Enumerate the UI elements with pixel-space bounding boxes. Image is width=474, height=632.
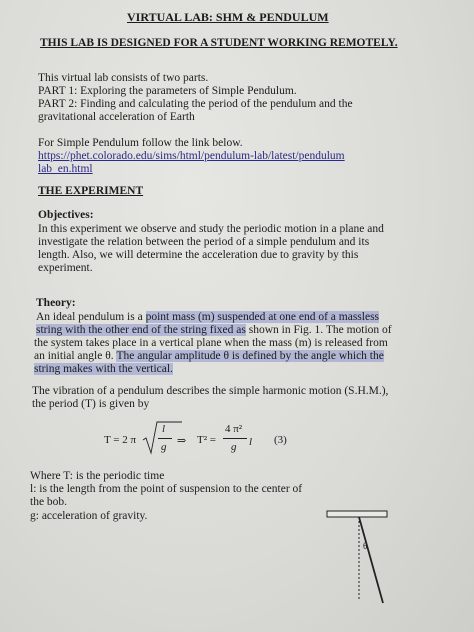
equation-number: (3) [274,434,287,446]
objectives-line-3: length. Also, we will determine the acceleration due to gravity by this [38,249,359,261]
page-subtitle: THIS LAB IS DESIGNED FOR A STUDENT WORKING REMOTELY. [40,37,398,49]
shm-line-2: the period (T) is given by [32,398,150,410]
formula-tail: l [249,436,253,448]
definition-g: g: acceleration of gravity. [30,510,148,522]
theory-line-2b: shown in Fig. 1. The motion of [245,324,392,336]
theory-line-1 [36,311,379,324]
theory-line-3: the system takes place in a vertical plane when the mass (m) is released from [34,337,388,349]
highlight-angular-amplitude: The angular amplitude θ is defined by the angle which the [116,350,384,362]
theory-line-5 [34,363,173,376]
shm-line-1: The vibration of a pendulum describes the simple harmonic motion (S.H.M.), [32,385,389,397]
intro-line-2: PART 1: Exploring the parameters of Simple Pendulum. [38,85,297,97]
intro-line-4: gravitational acceleration of Earth [38,111,195,123]
highlight-string-vertical: string makes with the vertical. [34,363,173,375]
sqrt-denominator: g [161,441,167,453]
objectives-line-1: In this experiment we observe and study the periodic motion in a plane and [38,223,384,235]
theory-line-4 [34,350,384,363]
objectives-line-2: investigate the relation between the period of a simple pendulum and its [38,236,370,248]
pendulum-figure [325,505,405,615]
objectives-line-4: experiment. [38,262,93,274]
fraction-bar [223,438,247,439]
theory-line-1a: An ideal pendulum is a [36,311,146,323]
fraction-numerator: 4 π² [225,423,243,435]
fraction-denominator: g [231,441,237,453]
intro-line-3: PART 2: Finding and calculating the period of the pendulum and the [38,98,353,110]
sqrt-fraction-bar [158,438,172,439]
theory-label: Theory: [36,297,76,309]
theory-line-2 [36,324,392,337]
formula-lhs: T = 2 π [104,434,137,446]
page-title: VIRTUAL LAB: SHM & PENDULUM [127,10,329,24]
link-prompt: For Simple Pendulum follow the link below. [38,137,243,149]
highlight-string-fixed: string with the other end of the string fixed as [36,324,246,336]
intro-line-1: This virtual lab consists of two parts. [38,72,209,84]
objectives-label: Objectives: [38,209,94,221]
phet-link-line-1[interactable]: https://phet.colorado.edu/sims/html/pendulum-lab/latest/pendulum [38,150,345,162]
experiment-heading: THE EXPERIMENT [38,185,144,197]
phet-link-line-2[interactable]: lab_en.html [38,163,93,175]
sqrt-numerator: l [162,423,166,435]
definition-l: l: is the length from the point of suspension to the center of [30,483,303,495]
definition-l-cont: the bob. [30,496,68,508]
formula-t-squared: T² = [197,434,216,446]
implies-arrow: ⇒ [177,435,187,447]
highlight-point-mass: point mass (m) suspended at one end of a massless [145,311,380,323]
theta-label: θ [363,541,368,551]
definition-t: Where T: is the periodic time [30,470,165,482]
theory-line-4a: an initial angle θ. [34,350,117,362]
